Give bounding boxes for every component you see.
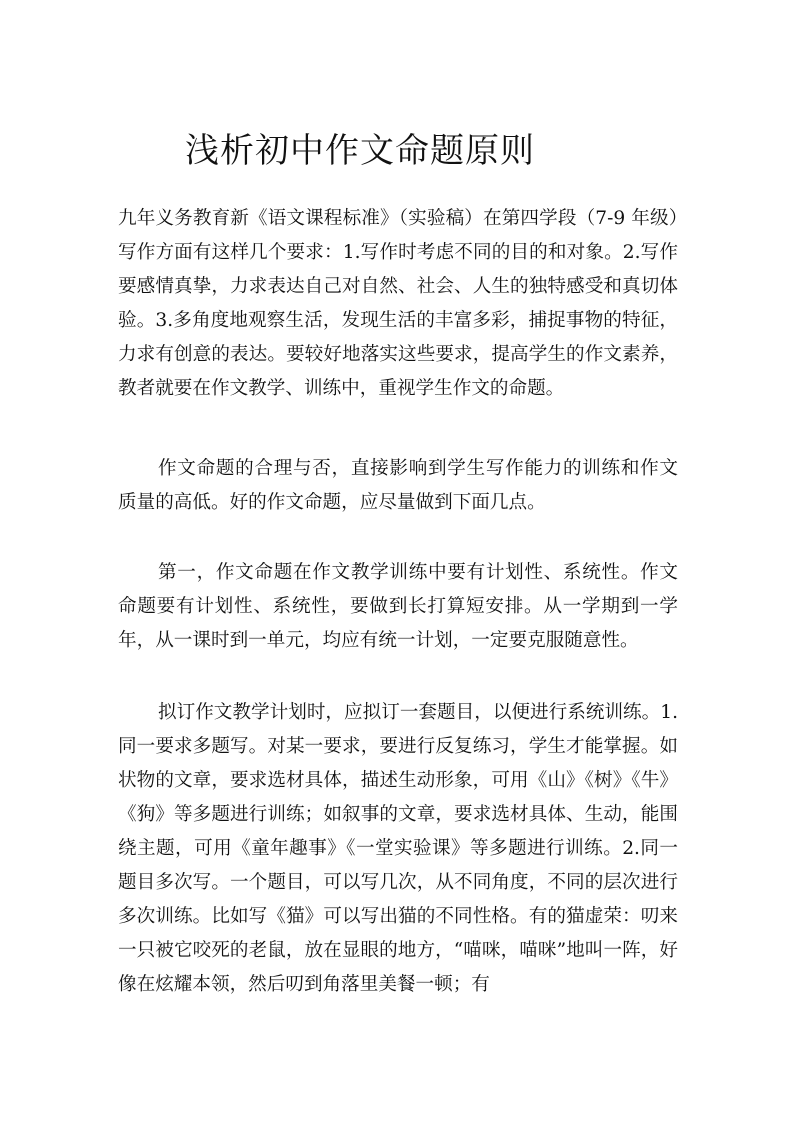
- document-title: 浅析初中作文命题原则: [185, 131, 535, 171]
- paragraph-1: 九年义务教育新《语文课程标准》（实验稿）在第四学段（7-9 年级）写作方面有这样几个要求：1.写作时考虑不同的目的和对象。2.写作要感情真挚，力求表达自己对自然、社会、人生的独特感受和真切体验。3.多角度地观察生活，发现生活的丰富多彩，捕捉事物的特征，力求有创意的表达。要较好地落实这些要求，提高学生的作文素养，教者就要在作文教学、训练中，重视学生作文的命题。: [118, 208, 678, 399]
- paragraph-2: 作文命题的合理与否，直接影响到学生写作能力的训练和作文质量的高低。好的作文命题，应尽量做到下面几点。: [118, 458, 678, 513]
- paragraph-4: 拟订作文教学计划时，应拟订一套题目，以便进行系统训练。1.同一要求多题写。对某一要求，要进行反复练习，学生才能掌握。如状物的文章，要求选材具体，描述生动形象，可用《山》《树》《牛》《狗》等多题进行训练；如叙事的文章，要求选材具体、生动，能围绕主题，可用《童年趣事》《一堂实验课》等多题进行训练。2.同一题目多次写。一个题目，可以写几次，从不同角度，不同的层次进行多次训练。比如写《猫》可以写出猫的不同性格。有的猫虚荣：叨来一只被它咬死的老鼠，放在显眼的地方，“喵咪，喵咪”地叫一阵，好像在炫耀本领，然后叨到角落里美餐一顿；有: [118, 702, 678, 995]
- paragraph-3: 第一，作文命题在作文教学训练中要有计划性、系统性。作文命题要有计划性、系统性，要做到长打算短安排。从一学期到一学年，从一课时到一单元，均应有统一计划，一定要克服随意性。: [118, 562, 678, 651]
